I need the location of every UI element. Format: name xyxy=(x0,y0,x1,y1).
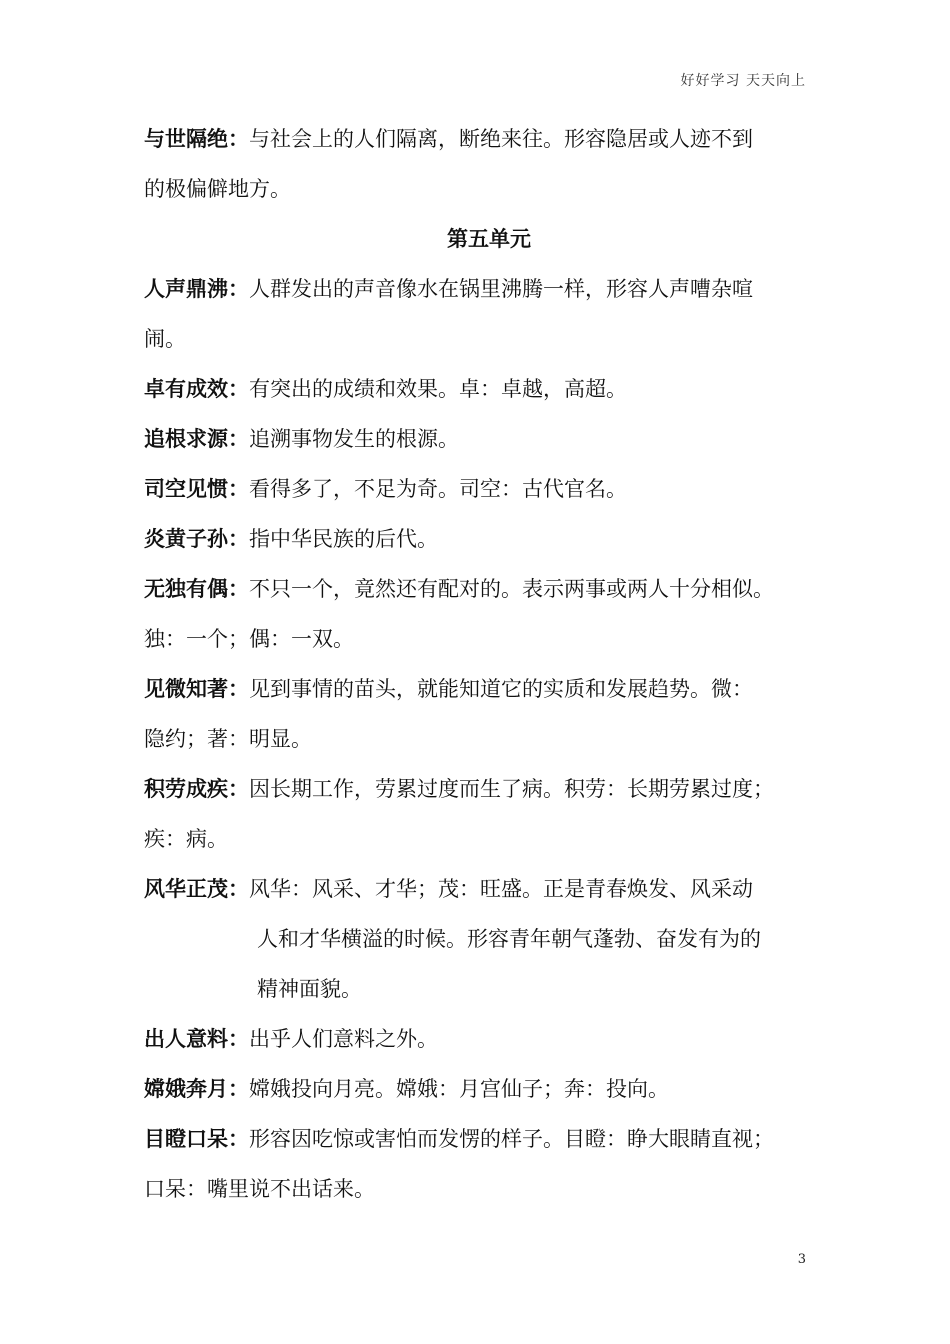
unit-title: 第五单元 xyxy=(447,227,531,251)
document-body xyxy=(144,114,834,1214)
entry-line xyxy=(144,564,834,614)
entry-line xyxy=(144,164,834,214)
idiom-term: 目瞪口呆： xyxy=(144,1127,249,1151)
entry-line xyxy=(144,764,834,814)
idiom-term: 无独有偶： xyxy=(144,577,249,601)
entry-line xyxy=(144,1164,834,1214)
idiom-definition: 指中华民族的后代。 xyxy=(249,527,438,551)
entry-line xyxy=(144,914,834,964)
idiom-definition-cont: 的极偏僻地方。 xyxy=(144,177,291,201)
idiom-term: 人声鼎沸： xyxy=(144,277,249,301)
idiom-term: 风华正茂： xyxy=(144,877,249,901)
idiom-definition-cont: 精神面貌。 xyxy=(257,977,362,1001)
entry-line xyxy=(144,264,834,314)
page-header: 好好学习 天天向上 xyxy=(680,73,806,89)
entry-line xyxy=(144,664,834,714)
entry-line xyxy=(144,514,834,564)
idiom-term: 卓有成效： xyxy=(144,377,249,401)
entry-line xyxy=(144,964,834,1014)
idiom-definition: 因长期工作，劳累过度而生了病。积劳：长期劳累过度； xyxy=(249,777,774,801)
idiom-definition-cont: 口呆：嘴里说不出话来。 xyxy=(144,1177,375,1201)
entry-line xyxy=(144,614,834,664)
entry-line xyxy=(144,314,834,364)
idiom-definition: 见到事情的苗头，就能知道它的实质和发展趋势。微： xyxy=(249,677,753,701)
idiom-definition-cont: 独：一个；偶：一双。 xyxy=(144,627,354,651)
entry-line xyxy=(144,1014,834,1064)
idiom-definition-cont: 隐约；著：明显。 xyxy=(144,727,312,751)
idiom-definition: 出乎人们意料之外。 xyxy=(249,1027,438,1051)
idiom-term: 司空见惯： xyxy=(144,477,249,501)
idiom-definition: 风华：风采、才华；茂：旺盛。正是青春焕发、风采动 xyxy=(249,877,753,901)
idiom-definition: 有突出的成绩和效果。卓：卓越，高超。 xyxy=(249,377,627,401)
entry-line xyxy=(144,1114,834,1164)
idiom-definition: 与社会上的人们隔离，断绝来往。形容隐居或人迹不到 xyxy=(249,127,753,151)
idiom-term: 追根求源： xyxy=(144,427,249,451)
entry-line xyxy=(144,364,834,414)
entry-line xyxy=(144,114,834,164)
page-number: 3 xyxy=(797,1252,806,1267)
entry-line xyxy=(144,464,834,514)
idiom-definition: 不只一个，竟然还有配对的。表示两事或两人十分相似。 xyxy=(249,577,774,601)
idiom-definition: 人群发出的声音像水在锅里沸腾一样，形容人声嘈杂喧 xyxy=(249,277,753,301)
idiom-definition-cont: 人和才华横溢的时候。形容青年朝气蓬勃、奋发有为的 xyxy=(257,927,761,951)
entry-line xyxy=(144,814,834,864)
idiom-term: 积劳成疾： xyxy=(144,777,249,801)
idiom-term: 与世隔绝： xyxy=(144,127,249,151)
idiom-term: 出人意料： xyxy=(144,1027,249,1051)
entry-line xyxy=(144,864,834,914)
entry-line xyxy=(144,1064,834,1114)
idiom-definition-cont: 疾：病。 xyxy=(144,827,228,851)
idiom-term: 嫦娥奔月： xyxy=(144,1077,249,1101)
idiom-term: 炎黄子孙： xyxy=(144,527,249,551)
entry-line xyxy=(144,714,834,764)
idiom-definition: 看得多了，不足为奇。司空：古代官名。 xyxy=(249,477,627,501)
idiom-definition-cont: 闹。 xyxy=(144,327,186,351)
idiom-definition: 形容因吃惊或害怕而发愣的样子。目瞪：睁大眼睛直视； xyxy=(249,1127,774,1151)
idiom-definition: 嫦娥投向月亮。嫦娥：月宫仙子；奔：投向。 xyxy=(249,1077,669,1101)
idiom-definition: 追溯事物发生的根源。 xyxy=(249,427,459,451)
entry-line xyxy=(144,414,834,464)
idiom-term: 见微知著： xyxy=(144,677,249,701)
